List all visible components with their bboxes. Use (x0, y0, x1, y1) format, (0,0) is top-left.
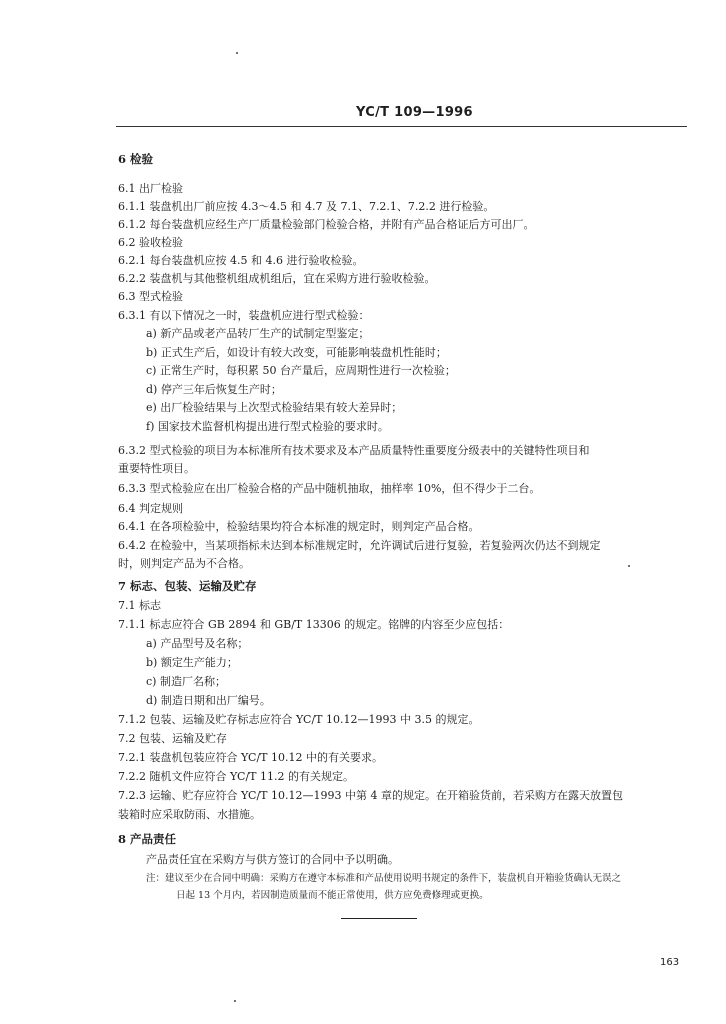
text-line: 6.3.1 有以下情况之一时，装盘机应进行型式检验： (118, 309, 370, 322)
text-line: 7.1.2 包装、运输及贮存标志应符合 YC/T 10.12—1993 中 3.5 的规定。 (118, 713, 480, 726)
text-line: 6.3 型式检验 (118, 290, 183, 303)
standard-code-header: YC/T 109—1996 (356, 105, 473, 120)
note-line: 注：建议至少在合同中明确：采购方在遵守本标准和产品使用说明书规定的条件下，装盘机自开箱验货确认无误之 (146, 873, 622, 884)
section-heading: 7 标志、包装、运输及贮存 (118, 579, 257, 593)
page-number: 163 (660, 957, 680, 968)
text-line: 6.1.1 装盘机出厂前应按 4.3～4.5 和 4.7 及 7.1、7.2.1、7.2.2 进行检验。 (118, 200, 495, 213)
text-line: b) 正式生产后，如设计有较大改变，可能影响装盘机性能时； (146, 346, 447, 359)
text-line: 7.1 标志 (118, 599, 161, 612)
text-line: 时，则判定产品为不合格。 (118, 557, 250, 570)
text-line: 6.2.1 每台装盘机应按 4.5 和 4.6 进行验收检验。 (118, 254, 364, 267)
text-line: c) 制造厂名称； (146, 675, 226, 688)
text-line: d) 停产三年后恢复生产时； (146, 383, 282, 396)
text-line: 7.2.2 随机文件应符合 YC/T 11.2 的有关规定。 (118, 770, 354, 783)
text-line: 装箱时应采取防雨、水措施。 (118, 808, 261, 821)
end-rule (341, 918, 417, 919)
text-line: 7.1.1 标志应符合 GB 2894 和 GB/T 13306 的规定。铭牌的内容至少应包括： (118, 618, 510, 631)
text-line: 重要特性项目。 (118, 462, 195, 475)
text-line: 7.2 包装、运输及贮存 (118, 732, 227, 745)
text-line: b) 额定生产能力； (146, 656, 238, 669)
section-heading: 8 产品责任 (118, 832, 177, 846)
text-line: 7.2.3 运输、贮存应符合 YC/T 10.12—1993 中第 4 章的规定。在开箱验货前，若采购方在露天放置包 (118, 789, 623, 802)
text-line: 6.2 验收检验 (118, 236, 183, 249)
text-line: 6.4 判定规则 (118, 502, 183, 515)
text-line: 产品责任宜在采购方与供方签订的合同中予以明确。 (146, 853, 399, 866)
text-line: 7.2.1 装盘机包装应符合 YC/T 10.12 中的有关要求。 (118, 751, 383, 764)
section-heading: 6 检验 (118, 152, 154, 166)
text-line: 6.4.1 在各项检验中，检验结果均符合本标准的规定时，则判定产品合格。 (118, 520, 480, 533)
text-line: 6.3.2 型式检验的项目为本标准所有技术要求及本产品质量特性重要度分级表中的关键特性项目和 (118, 444, 590, 457)
note-line: 日起 13 个月内，若因制造质量而不能正常使用，供方应免费修理或更换。 (176, 890, 489, 901)
text-line: 6.1.2 每台装盘机应经生产厂质量检验部门检验合格，并附有产品合格证后方可出厂。 (118, 218, 535, 231)
text-line: 6.4.2 在检验中，当某项指标未达到本标准规定时，允许调试后进行复验，若复验两次仍达不到规定 (118, 539, 601, 552)
scan-speck (236, 52, 238, 54)
text-line: d) 制造日期和出厂编号。 (146, 694, 271, 707)
header-rule (116, 126, 687, 127)
text-line: c) 正常生产时，每积累 50 台产量后，应周期性进行一次检验； (146, 364, 456, 377)
scan-speck (234, 1000, 236, 1002)
text-line: e) 出厂检验结果与上次型式检验结果有较大差异时； (146, 401, 403, 414)
text-line: 6.3.3 型式检验应在出厂检验合格的产品中随机抽取，抽样率 10%，但不得少于二台。 (118, 482, 541, 495)
text-line: 6.1 出厂检验 (118, 182, 183, 195)
text-line: a) 新产品或老产品转厂生产的试制定型鉴定； (146, 327, 370, 340)
text-line: a) 产品型号及名称； (146, 637, 249, 650)
text-line: 6.2.2 装盘机与其他整机组成机组后，宜在采购方进行验收检验。 (118, 272, 436, 285)
text-line: f) 国家技术监督机构提出进行型式检验的要求时。 (146, 420, 389, 433)
